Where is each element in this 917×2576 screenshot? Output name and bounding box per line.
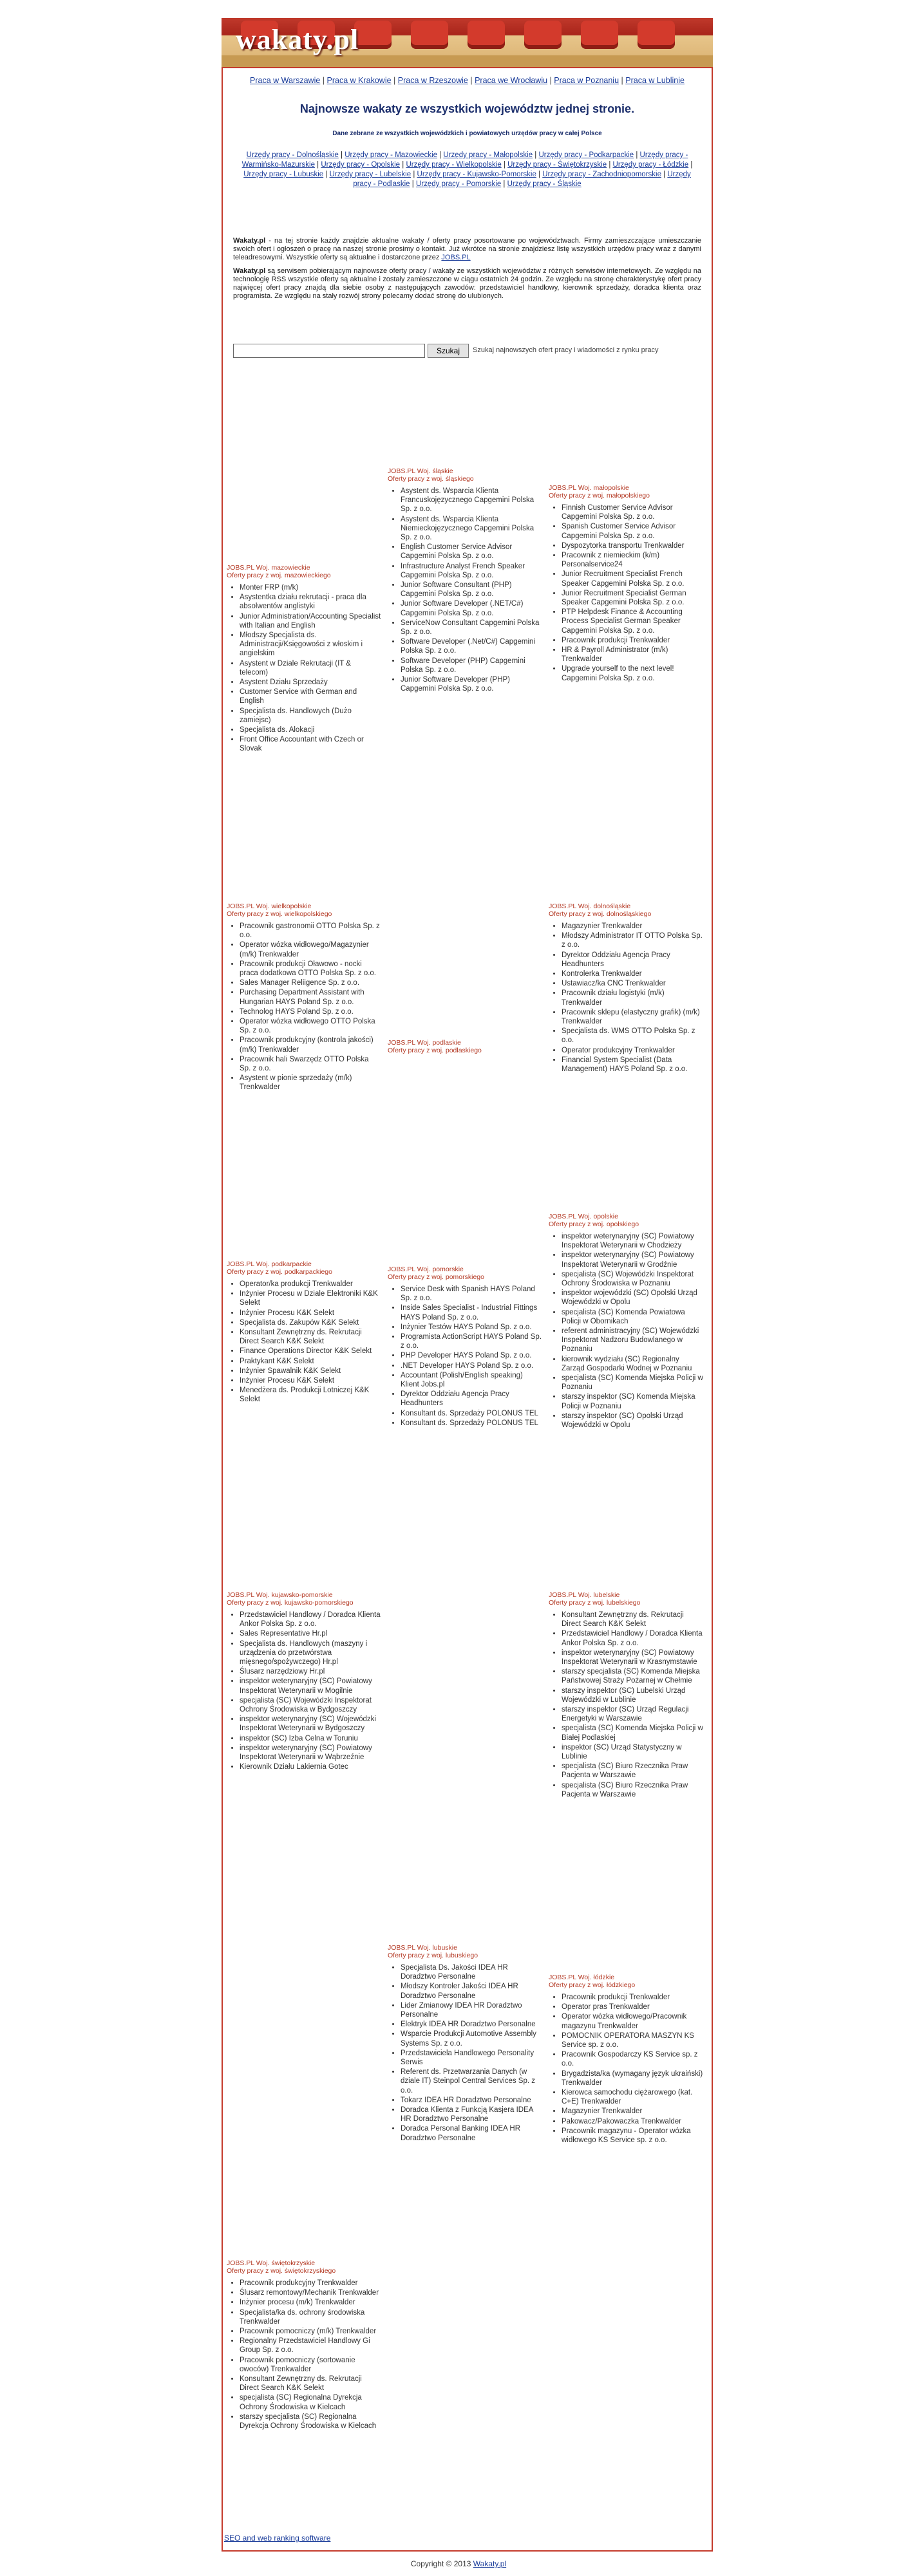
job-item[interactable]: • Pracownik działu logistyki (m/k) Trenkwalder <box>562 989 703 1007</box>
job-item[interactable]: • starszy inspektor (SC) Opolski Urząd Wojewódzki w Opolu <box>562 1412 703 1430</box>
job-item[interactable]: • Pracownik pomocniczy (sortowanie owoców) Trenkwalder <box>240 2356 381 2374</box>
job-item[interactable]: • Junior Administration/Accounting Specialist with Italian and English <box>240 612 381 630</box>
job-list <box>240 1610 381 1771</box>
job-item[interactable]: • Tokarz IDEA HR Doradztwo Personalne <box>401 2096 542 2105</box>
job-item[interactable]: • specjalista (SC) Biuro Rzecznika Praw Pacjenta w Warszawie <box>562 1762 703 1780</box>
jobs-block-swietokrzyskie <box>227 2259 381 2431</box>
job-item[interactable]: • Pracownik produkcyjny (kontrola jakości) (m/k) Trenkwalder <box>240 1036 381 1054</box>
job-item[interactable]: • referent administracyjny (SC) Wojewódzki Inspektorat Nadzoru Budowlanego w Poznaniu <box>562 1327 703 1354</box>
job-item[interactable]: • Praktykant K&K Selekt <box>240 1357 381 1366</box>
block-title: Oferty pracy z woj. lubelskiego <box>549 1599 641 1607</box>
job-item[interactable]: • specjalista (SC) Wojewódzki Inspektorat Ochrony Środowiska w Bydgoszczy <box>240 1696 381 1714</box>
banner-tile <box>638 21 675 49</box>
region-link[interactable]: Urzędy pracy - Warmińsko-Mazurskie <box>241 151 688 169</box>
job-item[interactable]: • Asystent Działu Sprzedaży <box>240 678 381 687</box>
intro-text <box>233 237 701 306</box>
jobs-block-slaskie <box>388 467 542 694</box>
job-list <box>401 1963 542 2143</box>
region-link[interactable]: Urzędy pracy - Opolskie <box>321 161 401 169</box>
job-item[interactable]: • Asystentka działu rekrutacji - praca dla absolwentów anglistyki <box>240 593 381 611</box>
job-item[interactable]: • inspektor weterynaryjny (SC) Powiatowy Inspektorat Weterynarii w Chodzieży <box>562 1232 703 1250</box>
job-item[interactable]: • Konsultant ds. Sprzedaży POLONUS TEL <box>401 1409 542 1418</box>
seo-link[interactable]: SEO and web ranking software <box>224 2534 331 2543</box>
banner-tile <box>354 21 392 49</box>
job-item[interactable]: • Ślusarz narzędziowy Hr.pl <box>240 1667 381 1676</box>
job-item[interactable]: • Przedstawiciel Handlowy / Doradca Klienta Ankor Polska Sp. z o.o. <box>562 1629 703 1647</box>
job-list <box>401 487 542 693</box>
city-links <box>223 75 712 86</box>
job-item[interactable]: • Dyrektor Oddziału Agencja Pracy Headhunters <box>401 1390 542 1408</box>
jobs-pl-link[interactable]: JOBS.PL <box>441 254 471 261</box>
jobs-block-malopolskie <box>549 484 703 684</box>
region-link[interactable]: Urzędy pracy - Pomorskie <box>415 180 502 188</box>
search-form <box>233 344 697 358</box>
block-title: Oferty pracy z woj. świętokrzyskiego <box>227 2267 336 2275</box>
block-source-label[interactable]: JOBS.PL Woj. dolnośląskie <box>549 902 631 910</box>
job-item[interactable]: • Operator wózka widłowego/Magazynier (m/k) Trenkwalder <box>240 940 381 958</box>
link-separator: | <box>547 76 554 85</box>
block-title: Oferty pracy z woj. dolnośląskiego <box>549 910 652 918</box>
job-item[interactable]: • Specjalista ds. Handlowych (maszyny i urządzenia do przetwórstwa mięsnego/spożywczego) Hr.pl <box>240 1639 381 1667</box>
city-link[interactable]: Praca w Warszawie <box>250 76 321 85</box>
banner-tile <box>411 21 448 49</box>
link-separator: | <box>607 161 613 169</box>
job-item[interactable]: • Junior Software Developer (.NET/C#) Capgemini Polska Sp. z o.o. <box>401 599 542 617</box>
intro-paragraph <box>233 267 701 301</box>
site-logo[interactable]: wakaty.pl <box>236 24 359 55</box>
jobs-block-kujawsko-pomorskie <box>227 1591 381 1772</box>
job-item[interactable]: • Pracownik pomocniczy (m/k) Trenkwalder <box>240 2327 381 2336</box>
job-item[interactable]: • Inżynier procesu (m/k) Trenkwalder <box>240 2298 381 2307</box>
job-list <box>240 2279 381 2431</box>
job-item[interactable]: • Programista ActionScript HAYS Poland Sp. z o.o. <box>401 1332 542 1350</box>
job-item[interactable]: • Dyspozytorka transportu Trenkwalder <box>562 541 703 550</box>
job-item[interactable]: • Przedstawiciela Handlowego Personality Serwis <box>401 2049 542 2067</box>
job-item[interactable]: • Pracownik produkcji Trenkwalder <box>562 636 703 645</box>
job-item[interactable]: • Asystent w pionie sprzedaży (m/k) Trenkwalder <box>240 1074 381 1092</box>
job-item[interactable]: • PTP Helpdesk Finance & Accounting Process Specialist German Speaker Capgemini Polska Sp. z o.o. <box>562 608 703 635</box>
block-title: Oferty pracy z woj. śląskiego <box>388 475 474 483</box>
city-link[interactable]: Praca we Wrocławiu <box>475 76 548 85</box>
link-separator: | <box>323 171 330 178</box>
region-link[interactable]: Urzędy pracy - Wielkopolskie <box>406 161 502 169</box>
page-headline: Najnowsze wakaty ze wszystkich województw jednej stronie. <box>299 102 635 115</box>
link-separator: | <box>661 171 668 178</box>
block-title: Oferty pracy z woj. opolskiego <box>549 1220 639 1228</box>
link-separator: | <box>338 151 345 159</box>
job-item[interactable]: • Konsultant ds. Sprzedaży POLONUS TEL <box>401 1419 542 1428</box>
job-item[interactable]: • Konsultant Zewnętrzny ds. Rekrutacji Direct Search K&K Selekt <box>240 2375 381 2393</box>
job-list <box>401 1285 542 1428</box>
region-link[interactable]: Urzędy pracy - Mazowieckie <box>345 151 438 159</box>
job-item[interactable]: • HR & Payroll Administrator (m/k) Trenkwalder <box>562 646 703 664</box>
jobs-block-lubuskie <box>388 1944 542 2143</box>
city-link[interactable]: Praca w Lublinie <box>625 76 685 85</box>
job-item[interactable]: • Operator produkcyjny Trenkwalder <box>562 1046 703 1055</box>
job-item[interactable]: • inspektor weterynaryjny (SC) Powiatowy Inspektorat Weterynarii w Grodźnie <box>562 1251 703 1269</box>
job-item[interactable]: • Sales Manager Reliigence Sp. z o.o. <box>240 978 381 987</box>
job-item[interactable]: • PHP Developer HAYS Poland Sp. z o.o. <box>401 1351 542 1360</box>
link-separator: | <box>501 180 507 188</box>
link-separator: | <box>400 161 406 169</box>
banner-tile <box>581 21 618 49</box>
job-item[interactable]: • English Customer Service Advisor Capgemini Polska Sp. z o.o. <box>401 543 542 561</box>
block-source-label[interactable]: JOBS.PL Woj. śląskie <box>388 467 453 475</box>
search-button[interactable]: Szukaj <box>428 344 469 358</box>
block-title: Oferty pracy z woj. łódzkiego <box>549 1981 636 1989</box>
link-separator: | <box>634 151 640 159</box>
block-title: Oferty pracy z woj. mazowieckiego <box>227 572 331 579</box>
copyright <box>0 2559 917 2568</box>
region-link[interactable]: Urzędy pracy - Łódzkie <box>612 161 689 169</box>
block-title: Oferty pracy z woj. podlaskiego <box>388 1047 482 1054</box>
job-item[interactable]: • Infrastructure Analyst French Speaker Capgemini Polska Sp. z o.o. <box>401 562 542 580</box>
job-item[interactable]: • Przedstawiciel Handlowy / Doradca Klienta Ankor Polska Sp. z o.o. <box>240 1610 381 1629</box>
job-item[interactable]: • Kierownik Działu Lakiernia Gotec <box>240 1762 381 1771</box>
link-separator: | <box>437 151 444 159</box>
link-separator: | <box>411 171 417 178</box>
jobs-block-lubelskie <box>549 1591 703 1800</box>
block-title: Oferty pracy z woj. podkarpackiego <box>227 1268 332 1276</box>
block-source-label[interactable]: JOBS.PL Woj. małopolskie <box>549 484 629 492</box>
region-link[interactable]: Urzędy pracy - Podkarpackie <box>538 151 634 159</box>
job-item[interactable]: • Spanish Customer Service Advisor Capgemini Polska Sp. z o.o. <box>562 522 703 540</box>
job-item[interactable]: • Młodszy Specjalista ds. Administracji/Księgowości z włoskim i angielskim <box>240 631 381 658</box>
job-item[interactable]: • Inżynier Spawalnik K&K Selekt <box>240 1367 381 1376</box>
job-item[interactable]: • Software Developer (PHP) Capgemini Polska Sp. z o.o. <box>401 657 542 675</box>
job-item[interactable]: • Doradca Klienta z Funkcją Kasjera IDEA HR Doradztwo Personalne <box>401 2105 542 2123</box>
job-item[interactable]: • Software Developer (.Net/C#) Capgemini Polska Sp. z o.o. <box>401 637 542 655</box>
job-item[interactable]: • Lider Zmianowy IDEA HR Doradztwo Personalne <box>401 2001 542 2019</box>
job-item[interactable]: • Ustawiacz/ka CNC Trenkwalder <box>562 979 703 988</box>
job-item[interactable]: • Kierowca samochodu ciężarowego (kat. C+E) Trenkwalder <box>562 2088 703 2106</box>
block-source-label[interactable]: JOBS.PL Woj. lubuskie <box>388 1944 457 1952</box>
job-item[interactable]: • specjalista (SC) Komenda Miejska Policji w Poznaniu <box>562 1374 703 1392</box>
city-link[interactable]: Praca w Poznaniu <box>554 76 619 85</box>
job-item[interactable]: • Pracownik Gospodarczy KS Service sp. z o.o. <box>562 2050 703 2068</box>
copyright-text: Copyright © 2013 <box>410 2559 473 2568</box>
intro-paragraph <box>233 237 701 262</box>
job-list <box>562 503 703 683</box>
block-source-label[interactable]: JOBS.PL Woj. świętokrzyskie <box>227 2259 316 2267</box>
page-subheadline: Dane zebrane ze wszystkich wojewódzkich i powiatowych urzędów pracy w całej Polsce <box>332 130 602 137</box>
job-item[interactable]: • specjalista (SC) Komenda Powiatowa Policji w Obornikach <box>562 1308 703 1326</box>
job-item[interactable]: • Operator pras Trenkwalder <box>562 2002 703 2011</box>
job-item[interactable]: • Pracownik produkcyjny Trenkwalder <box>240 2279 381 2288</box>
job-item[interactable]: • Upgrade yourself to the next level! Capgemini Polska Sp. z o.o. <box>562 664 703 682</box>
jobs-block-wielkopolskie <box>227 902 381 1093</box>
job-item[interactable]: • Junior Software Developer (PHP) Capgemini Polska Sp. z o.o. <box>401 675 542 693</box>
job-item[interactable]: • Asystent ds. Wsparcia Klienta Francuskojęzycznego Capgemini Polska Sp. z o.o. <box>401 487 542 514</box>
job-item[interactable]: • Inżynier Procesu K&K Selekt <box>240 1309 381 1318</box>
job-item[interactable]: • Pracownik magazynu - Operator wózka widłowego KS Service sp. z o.o. <box>562 2127 703 2145</box>
city-link[interactable]: Praca w Krakowie <box>326 76 392 85</box>
job-item[interactable]: • Pracownik produkcji Oławowo - nocki praca dodatkowa OTTO Polska Sp. z o.o. <box>240 960 381 978</box>
jobs-block-dolnoslaskie <box>549 902 703 1074</box>
region-links <box>234 151 700 189</box>
job-item[interactable]: • Asystent w Dziale Rekrutacji (IT & telecom) <box>240 659 381 677</box>
job-item[interactable]: • Pracownik gastronomii OTTO Polska Sp. z o.o. <box>240 922 381 940</box>
brand-name: Wakaty.pl <box>233 267 266 275</box>
link-separator: | <box>619 76 626 85</box>
job-list <box>240 922 381 1092</box>
link-separator: | <box>688 161 693 169</box>
banner-bar <box>222 55 713 67</box>
search-input[interactable] <box>233 344 425 358</box>
block-source-label[interactable]: JOBS.PL Woj. podlaskie <box>388 1039 461 1047</box>
job-item[interactable]: • Brygadzista/ka (wymagany język ukraiński) Trenkwalder <box>562 2069 703 2087</box>
job-item[interactable]: • Inżynier Procesu K&K Selekt <box>240 1376 381 1385</box>
banner-tile <box>468 21 505 49</box>
job-item[interactable]: • Operator/ka produkcji Trenkwalder <box>240 1280 381 1289</box>
job-item[interactable]: • Wsparcie Produkcji Automotive Assembly Systems Sp. z o.o. <box>401 2030 542 2048</box>
jobs-block-podkarpackie <box>227 1260 381 1405</box>
job-item[interactable]: • inspektor weterynaryjny (SC) Wojewódzki Inspektorat Weterynarii w Bydgoszczy <box>240 1715 381 1733</box>
job-item[interactable]: • starszy inspektor (SC) Urząd Regulacji Energetyki w Warszawie <box>562 1705 703 1723</box>
job-item[interactable]: • Finnish Customer Service Advisor Capgemini Polska Sp. z o.o. <box>562 503 703 521</box>
job-list <box>562 1232 703 1430</box>
job-item[interactable]: • Operator wózka widłowego OTTO Polska Sp. z o.o. <box>240 1017 381 1035</box>
brand-name: Wakaty.pl <box>233 237 266 245</box>
job-item[interactable]: • Pakowacz/Pakowaczka Trenkwalder <box>562 2117 703 2126</box>
job-item[interactable]: • Specjalista Ds. Jakości IDEA HR Doradztwo Personalne <box>401 1963 542 1981</box>
block-title: Oferty pracy z woj. lubuskiego <box>388 1952 478 1959</box>
link-separator: | <box>314 161 321 169</box>
job-item[interactable]: • Magazynier Trenkwalder <box>562 2107 703 2116</box>
job-item[interactable]: • starszy inspektor (SC) Komenda Miejska Policji w Poznaniu <box>562 1392 703 1410</box>
block-source-label[interactable]: JOBS.PL Woj. lubelskie <box>549 1591 620 1599</box>
job-item[interactable]: • Inżynier Testów HAYS Poland Sp. z o.o. <box>401 1323 542 1332</box>
link-separator: | <box>468 76 475 85</box>
search-hint: Szukaj najnowszych ofert pracy i wiadomości z rynku pracy <box>473 346 659 354</box>
job-item[interactable]: • Financial System Specialist (Data Management) HAYS Poland Sp. z o.o. <box>562 1056 703 1074</box>
job-item[interactable]: • Kontrolerka Trenkwalder <box>562 969 703 978</box>
jobs-block-mazowieckie <box>227 564 381 754</box>
job-item[interactable]: • specjalista (SC) Wojewódzki Inspektorat Ochrony Środowiska w Poznaniu <box>562 1270 703 1288</box>
job-item[interactable]: • Junior Software Consultant (PHP) Capgemini Polska Sp. z o.o. <box>401 581 542 599</box>
intro-text-1: - na tej stronie każdy znajdzie aktualne wakaty / oferty pracy posortowane po województwach. Firmy zamieszczające umieszczanie swoich ofert i ogłoszeń o pracę na naszej stronie prosimy o kontakt. Już wkrótce na stronie znajdziesz listę wszystkich urzędów pracy wraz z danymi teleadresowymi. Wszystkie oferty są aktualne i dostarczone przez <box>233 237 701 261</box>
job-item[interactable]: • Menedżera ds. Produkcji Lotniczej K&K Selekt <box>240 1386 381 1404</box>
job-item[interactable]: • Accountant (Polish/English speaking) Klient Jobs.pl <box>401 1371 542 1389</box>
job-item[interactable]: • Technolog HAYS Poland Sp. z o.o. <box>240 1007 381 1016</box>
block-source-label[interactable]: JOBS.PL Woj. kujawsko-pomorskie <box>227 1591 333 1599</box>
job-item[interactable]: • starszy specjalista (SC) Komenda Miejska Państwowej Straży Pożarnej w Chełmie <box>562 1667 703 1685</box>
job-item[interactable]: • Specjalista ds. Handlowych (Dużo zamiejsc) <box>240 707 381 725</box>
region-link[interactable]: Urzędy pracy - Kujawsko-Pomorskie <box>417 171 536 178</box>
job-item[interactable]: • Inżynier Procesu w Dziale Elektroniki K&K Selekt <box>240 1289 381 1307</box>
block-source-label[interactable]: JOBS.PL Woj. wielkopolskie <box>227 902 312 910</box>
jobs-block-pomorskie <box>388 1265 542 1428</box>
region-link[interactable]: Urzędy pracy - Lubelskie <box>329 171 411 178</box>
city-link[interactable]: Praca w Rzeszowie <box>397 76 468 85</box>
block-title: Oferty pracy z woj. kujawsko-pomorskiego <box>227 1599 354 1607</box>
block-source-label[interactable]: JOBS.PL Woj. mazowieckie <box>227 564 310 572</box>
job-item[interactable]: • Specjalista ds. WMS OTTO Polska Sp. z o.o. <box>562 1027 703 1045</box>
job-item[interactable]: • kierownik wydziału (SC) Regionalny Zarząd Gospodarki Wodnej w Poznaniu <box>562 1355 703 1373</box>
link-separator: | <box>501 161 508 169</box>
copyright-link[interactable]: Wakaty.pl <box>473 2559 507 2568</box>
jobs-block-lodzkie <box>549 1974 703 2145</box>
job-item[interactable]: • inspektor weterynaryjny (SC) Powiatowy Inspektorat Weterynarii w Mogilnie <box>240 1677 381 1695</box>
job-item[interactable]: • Pracownik sklepu (elastyczny grafik) (m/k) Trenkwalder <box>562 1008 703 1026</box>
jobs-block-podlaskie <box>388 1039 542 1054</box>
block-title: Oferty pracy z woj. małopolskiego <box>549 492 650 499</box>
link-separator: | <box>533 151 539 159</box>
block-source-label[interactable]: JOBS.PL Woj. opolskie <box>549 1213 618 1220</box>
job-item[interactable]: • Pracownik produkcji Trenkwalder <box>562 1993 703 2002</box>
region-link[interactable]: Urzędy pracy - Lubuskie <box>243 171 324 178</box>
job-item[interactable]: • Front Office Accountant with Czech or Slovak <box>240 735 381 753</box>
job-item[interactable]: • Junior Recruitment Specialist German Speaker Capgemini Polska Sp. z o.o. <box>562 589 703 607</box>
link-separator: | <box>320 76 327 85</box>
job-item[interactable]: • Magazynier Trenkwalder <box>562 922 703 931</box>
job-item[interactable]: • Konsultant Zewnętrzny ds. Rekrutacji Direct Search K&K Selekt <box>240 1328 381 1346</box>
site-banner <box>222 18 713 67</box>
job-item[interactable]: • Customer Service with German and English <box>240 687 381 705</box>
region-link[interactable]: Urzędy pracy - Podlaskie <box>353 171 691 188</box>
link-separator: | <box>536 171 543 178</box>
block-source-label[interactable]: JOBS.PL Woj. pomorskie <box>388 1265 464 1273</box>
job-item[interactable]: • inspektor weterynaryjny (SC) Powiatowy Inspektorat Weterynarii w Wąbrzeźnie <box>240 1744 381 1762</box>
jobs-block-opolskie <box>549 1213 703 1430</box>
job-item[interactable]: • .NET Developer HAYS Poland Sp. z o.o. <box>401 1361 542 1370</box>
job-item[interactable]: • Pracownik hali Swarzędz OTTO Polska Sp. z o.o. <box>240 1055 381 1073</box>
job-item[interactable]: • Inside Sales Specialist - Industrial Fittings HAYS Poland Sp. z o.o. <box>401 1303 542 1321</box>
job-item[interactable]: • Młodszy Kontroler Jakości IDEA HR Doradztwo Personalne <box>401 1982 542 2000</box>
job-item[interactable]: • Junior Recruitment Specialist French Speaker Capgemini Polska Sp. z o.o. <box>562 570 703 588</box>
banner-tile <box>524 21 562 49</box>
region-link[interactable]: Urzędy pracy - Zachodniopomorskie <box>542 171 661 178</box>
job-item[interactable]: • inspektor weterynaryjny (SC) Powiatowy Inspektorat Weterynarii w Krasnymstawie <box>562 1648 703 1666</box>
job-item[interactable]: • Regionalny Przedstawiciel Handlowy Gi Group Sp. z o.o. <box>240 2337 381 2355</box>
job-item[interactable]: • starszy specjalista (SC) Regionalna Dyrekcja Ochrony Środowiska w Kielcach <box>240 2413 381 2431</box>
job-item[interactable]: • inspektor wojewódzki (SC) Opolski Urząd Wojewódzki w Opolu <box>562 1289 703 1307</box>
job-list <box>240 1280 381 1405</box>
job-list <box>562 1610 703 1799</box>
content-frame <box>222 67 713 2552</box>
region-link[interactable]: Urzędy pracy - Śląskie <box>507 180 581 188</box>
job-item[interactable]: • inspektor (SC) Izba Celna w Toruniu <box>240 1734 381 1743</box>
job-item[interactable]: • Specjalista ds. Zakupów K&K Selekt <box>240 1318 381 1327</box>
job-item[interactable]: • Pracownik z niemieckim (k/m) Personalservice24 <box>562 551 703 569</box>
job-item[interactable]: • Specjalista ds. Alokacji <box>240 725 381 734</box>
job-item[interactable]: • Konsultant Zewnętrzny ds. Rekrutacji Direct Search K&K Selekt <box>562 1610 703 1629</box>
block-source-label[interactable]: JOBS.PL Woj. podkarpackie <box>227 1260 312 1268</box>
region-link[interactable]: Urzędy pracy - Małopolskie <box>443 151 533 159</box>
job-list <box>562 922 703 1074</box>
job-item[interactable]: • Referent ds. Przetwarzania Danych (w dziale IT) Steinpol Central Services Sp. z o.o. <box>401 2067 542 2095</box>
region-link[interactable]: Urzędy pracy - Świętokrzyskie <box>507 161 607 169</box>
job-item[interactable]: • specjalista (SC) Biuro Rzecznika Praw Pacjenta w Warszawie <box>562 1781 703 1799</box>
job-item[interactable]: • Doradca Personal Banking IDEA HR Doradztwo Personalne <box>401 2124 542 2142</box>
job-item[interactable]: • Specjalista/ka ds. ochrony środowiska Trenkwalder <box>240 2308 381 2326</box>
job-item[interactable]: • Operator wózka widłowego/Pracownik magazynu Trenkwalder <box>562 2012 703 2030</box>
block-title: Oferty pracy z woj. pomorskiego <box>388 1273 484 1281</box>
block-title: Oferty pracy z woj. wielkopolskiego <box>227 910 332 918</box>
job-item[interactable]: • inspektor (SC) Urząd Statystyczny w Lublinie <box>562 1743 703 1761</box>
job-item[interactable]: • Asystent ds. Wsparcia Klienta Niemieckojęzycznego Capgemini Polska Sp. z o.o. <box>401 515 542 543</box>
job-item[interactable]: • Dyrektor Oddziału Agencja Pracy Headhunters <box>562 951 703 969</box>
region-link[interactable]: Urzędy pracy - Dolnośląskie <box>246 151 339 159</box>
job-item[interactable]: • Ślusarz remontowy/Mechanik Trenkwalder <box>240 2288 381 2297</box>
job-item[interactable]: • Finance Operations Director K&K Selekt <box>240 1347 381 1356</box>
job-list <box>562 1993 703 2145</box>
job-item[interactable]: • Elektryk IDEA HR Doradztwo Personalne <box>401 2020 542 2029</box>
job-item[interactable]: • specjalista (SC) Komenda Miejska Policji w Białej Podlaskiej <box>562 1724 703 1742</box>
job-item[interactable]: • POMOCNIK OPERATORA MASZYN KS Service sp. z o.o. <box>562 2031 703 2049</box>
job-item[interactable]: • Monter FRP (m/k) <box>240 583 381 592</box>
job-item[interactable]: • Service Desk with Spanish HAYS Poland Sp. z o.o. <box>401 1285 542 1303</box>
block-source-label[interactable]: JOBS.PL Woj. łódzkie <box>549 1974 615 1981</box>
link-separator: | <box>410 180 416 188</box>
job-item[interactable]: • Młodszy Administrator IT OTTO Polska Sp. z o.o. <box>562 931 703 949</box>
job-item[interactable]: • ServiceNow Consultant Capgemini Polska Sp. z o.o. <box>401 619 542 637</box>
job-item[interactable]: • Sales Representative Hr.pl <box>240 1629 381 1638</box>
link-separator: | <box>391 76 398 85</box>
intro-text-2: są serwisem pobierającym najnowsze oferty pracy / wakaty ze wszystkich województw z różnych serwisów internetowych. Ze względu na technologię RSS wszystkie oferty są aktualne i zostały zamieszczone w ciągu ostatnich 24 godzin. Ze względu na stronę charakterystykę ofert pracy najwięcej ofert pracy znajdą dla siebie osoby z następujących zawodów: przedstawiciel handlowy, kierownik sprzedaży, doradca klienta oraz programista. Ze względu na stały rozwój strony polecamy dodać stronę do ulubionych. <box>233 267 701 300</box>
job-item[interactable]: • specjalista (SC) Regionalna Dyrekcja Ochrony Środowiska w Kielcach <box>240 2393 381 2411</box>
job-item[interactable]: • starszy inspektor (SC) Lubelski Urząd Wojewódzki w Lublinie <box>562 1686 703 1704</box>
job-list <box>240 583 381 754</box>
job-item[interactable]: • Purchasing Department Assistant with Hungarian HAYS Poland Sp. z o.o. <box>240 988 381 1006</box>
